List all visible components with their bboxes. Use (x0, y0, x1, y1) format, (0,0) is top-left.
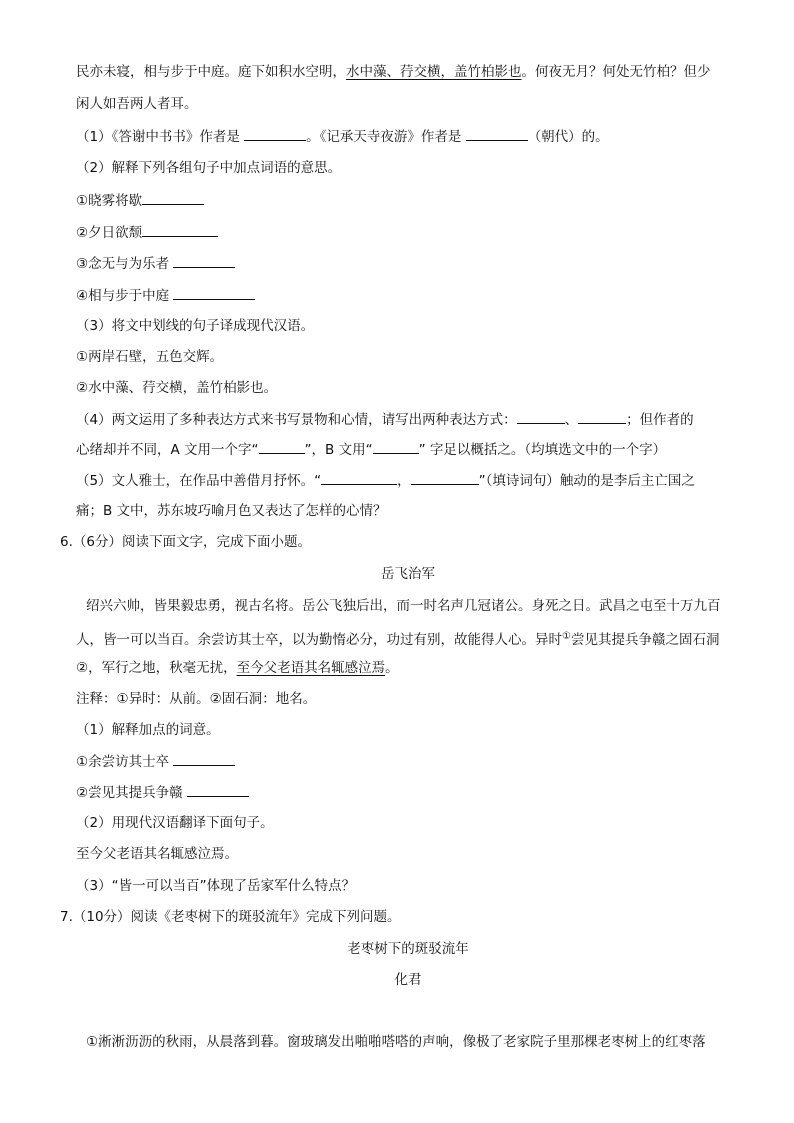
q6-sub2: （2）用现代汉语翻译下面句子。 (76, 815, 274, 831)
underlined-sentence: 水中藻、荇交横，盖竹柏影也 (346, 64, 522, 80)
answer-blank[interactable] (173, 751, 235, 766)
q5-translate: ②水中藻、荇交横，盖竹柏影也。 (76, 380, 278, 396)
answer-blank[interactable] (142, 222, 218, 237)
text: 尝见其提兵争赣之固石洞 (570, 632, 720, 648)
text: ②夕日欲颓 (76, 225, 143, 241)
answer-blank[interactable] (187, 782, 249, 797)
q5-word (76, 222, 740, 242)
answer-blank[interactable] (373, 439, 419, 454)
answer-blank[interactable] (578, 409, 626, 424)
q6-passage-line (76, 627, 740, 647)
q7-passage-line: ①淅淅沥沥的秋雨，从晨落到暮。窗玻璃发出啪啪嗒嗒的声响，像极了老家院子里那棵老枣树上的红枣落 (86, 1034, 706, 1050)
q6-translate: 至今父老语其名辄感泣焉。 (76, 846, 238, 862)
text: 。 (385, 660, 399, 676)
q6-passage-line: 绍兴六帅，皆果毅忠勇，视古名将。岳公飞独后出，而一时名声几冠诸公。身死之日。武昌之屯至十万九百 (86, 598, 721, 614)
q5-sub4-cont (76, 439, 740, 459)
underlined-sentence: 至今父老语其名辄感泣焉 (236, 660, 386, 676)
q6-passage-line (76, 658, 740, 678)
q6-heading: 6.（6分）阅读下面文字，完成下面小题。 (60, 534, 311, 550)
q6-word (76, 751, 740, 771)
text: ②，军行之地，秋毫无扰， (76, 660, 237, 676)
q5-sub4 (76, 409, 740, 429)
text: 。《记承天寺夜游》作者是 (306, 129, 462, 145)
answer-blank[interactable] (142, 190, 204, 205)
text: （4）两文运用了多种表达方式来书写景物和心情，请写出两种表达方式： (76, 412, 517, 428)
answer-blank[interactable] (173, 253, 235, 268)
text: ③念无与为乐者 (76, 256, 170, 272)
q7-passage-title: 老枣树下的斑驳流年 (347, 941, 469, 957)
q7-author: 化君 (394, 972, 422, 988)
answer-blank[interactable] (173, 285, 255, 300)
answer-blank[interactable] (411, 470, 479, 485)
answer-blank[interactable] (466, 126, 528, 141)
q5-sub3: （3）将文中划线的句子译成现代汉语。 (76, 318, 315, 334)
q5-sub2: （2）解释下列各组句子中加点词语的意思。 (76, 160, 342, 176)
text: ①余尝访其士卒 (76, 754, 170, 770)
passage-line (76, 62, 740, 82)
q6-note: 注释：①异时：从前。②固石洞：地名。 (76, 691, 317, 707)
answer-blank[interactable] (259, 439, 305, 454)
answer-blank[interactable] (244, 126, 306, 141)
text: （1）《答谢中书书》作者是 (76, 129, 240, 145)
passage-line: 闲人如吾两人者耳。 (76, 96, 198, 112)
q6-word (76, 782, 740, 802)
text: ②尝见其提兵争赣 (76, 785, 183, 801)
text: ” 字足以概括之。（均填选文中的一个字） (418, 442, 667, 458)
text: ， (397, 473, 411, 489)
text: （5）文人雅士，在作品中善借月抒怀。“ (76, 473, 322, 489)
q5-word (76, 190, 740, 210)
text: 民亦未寝，相与步于中庭。庭下如积水空明， (76, 64, 346, 80)
q5-word (76, 253, 740, 273)
text: ；但作者的 (626, 412, 694, 428)
q5-word (76, 285, 740, 305)
text: 。何夜无月？何处无竹柏？但少 (521, 64, 711, 80)
text: （朝代）的。 (527, 129, 609, 145)
q5-translate: ①两岸石壁，五色交辉。 (76, 349, 224, 365)
q5-sub1 (76, 126, 740, 146)
text: 人，皆一可以当百。余尝访其士卒，以为勤惰必分，功过有别，故能得人心。异时 (76, 632, 562, 648)
q6-sub3: （3）“皆一可以当百”体现了岳家军什么特点？ (76, 878, 356, 894)
q6-sub1: （1）解释加点的词意。 (76, 722, 220, 738)
text: 心绪却并不同，A 文用一个字“ (76, 442, 259, 458)
text: ”（填诗词句）触动的是李后主亡国之 (478, 473, 695, 489)
q5-sub5-cont: 痛；B 文中，苏东坡巧喻月色又表达了怎样的心情？ (76, 503, 387, 519)
text: ①晓雾将歇 (76, 193, 143, 209)
text: ④相与步于中庭 (76, 288, 170, 304)
answer-blank[interactable] (321, 470, 397, 485)
text: 、 (564, 412, 579, 428)
q7-heading: 7.（10分）阅读《老枣树下的斑驳流年》完成下列问题。 (60, 909, 401, 925)
answer-blank[interactable] (517, 409, 565, 424)
q5-sub5 (76, 470, 740, 490)
q6-passage-title: 岳飞治军 (381, 566, 435, 582)
footnote-marker: ① (562, 631, 571, 642)
text: ”，B 文用“ (304, 442, 373, 458)
